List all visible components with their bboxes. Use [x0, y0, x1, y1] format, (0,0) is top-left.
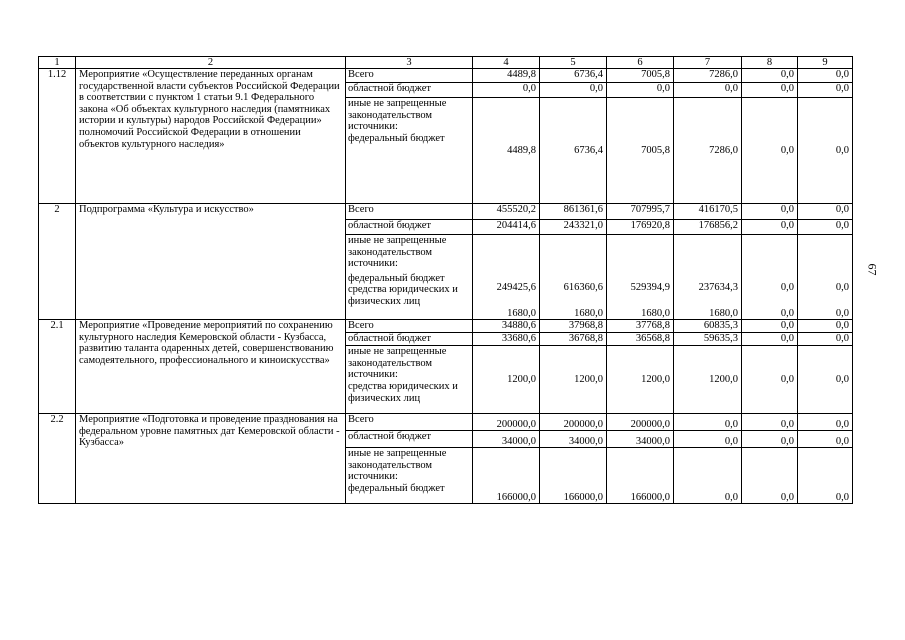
value-cell: 6736,4: [540, 98, 607, 204]
row-number: 2: [39, 204, 76, 320]
value-legal: 1680,0: [507, 307, 536, 319]
source-label: федеральный бюджет: [348, 272, 445, 284]
table-row: [39, 320, 853, 333]
value-cell: 0,0: [798, 204, 853, 220]
header-cell: 7: [674, 57, 742, 69]
source-label: средства юридических и физических лиц: [348, 284, 458, 307]
value-cell: 0,0: [674, 414, 742, 431]
header-cell: 1: [39, 57, 76, 69]
value-cell: 200000,0: [540, 414, 607, 431]
value-legal: 0,0: [780, 307, 794, 319]
budget-table: [38, 56, 853, 504]
value-cell: 707995,7: [607, 204, 674, 220]
value-cell: 1200,0: [674, 346, 742, 414]
row-number: 2.2: [39, 414, 76, 504]
row-title: Мероприятие «Подготовка и проведение празднования на федеральном уровне памятных дат Кемеровской области - Кузбасса»: [76, 414, 346, 504]
value-cell: 7286,0: [674, 69, 742, 83]
row-title: Мероприятие «Осуществление переданных органам государственной власти субъектов Российской Федерации в соответствии с пунктом 1 статьи 9.1 Федерального закона «Об объектах культурного наследия (памятниках истории и культуры) народов Российской Федерации» полномочий Российской Федерации в отношении объектов культурного наследия»: [76, 69, 346, 204]
value-cell: 37968,8: [540, 320, 607, 333]
value-cell: [607, 235, 674, 320]
value-cell: 861361,6: [540, 204, 607, 220]
table-row: [39, 414, 853, 431]
value-cell: 0,0: [742, 204, 798, 220]
source-label: Всего: [346, 414, 473, 431]
source-cell: [346, 98, 473, 204]
value-cell: 0,0: [798, 431, 853, 448]
value-legal: 0,0: [835, 307, 849, 319]
value-cell: 34000,0: [540, 431, 607, 448]
value-federal: 529394,9: [630, 282, 670, 293]
value-cell: 34880,6: [473, 320, 540, 333]
value-cell: 455520,2: [473, 204, 540, 220]
row-number: 1.12: [39, 69, 76, 204]
source-label: федеральный бюджет: [348, 482, 445, 494]
value-cell: [473, 235, 540, 320]
row-title: Мероприятие «Проведение мероприятий по сохранению культурного наследия Кемеровской области - Кузбасса, развитию таланта одаренных детей, совершенствованию самодеятельного, профессионального и киноискусства»: [76, 320, 346, 414]
value-cell: 0,0: [473, 83, 540, 98]
source-label: Всего: [346, 69, 473, 83]
value-cell: 0,0: [674, 448, 742, 504]
value-cell: 416170,5: [674, 204, 742, 220]
row-title: Подпрограмма «Культура и искусство»: [76, 204, 346, 320]
value-cell: 0,0: [742, 431, 798, 448]
value-cell: 0,0: [742, 220, 798, 235]
value-federal: 0,0: [780, 282, 794, 293]
value-cell: 36768,8: [540, 333, 607, 346]
source-cell: [346, 346, 473, 414]
source-cell: [346, 448, 473, 504]
value-cell: 0,0: [742, 98, 798, 204]
source-label: иные не запрещенные законодательством источники:: [348, 448, 447, 483]
value-federal: 616360,6: [563, 282, 603, 293]
value-cell: 0,0: [742, 414, 798, 431]
value-cell: 0,0: [798, 346, 853, 414]
source-label: иные не запрещенные законодательством источники:: [348, 346, 447, 381]
value-cell: 0,0: [798, 220, 853, 235]
header-cell: 3: [346, 57, 473, 69]
value-cell: 34000,0: [607, 431, 674, 448]
source-cell: [346, 235, 473, 320]
value-cell: 204414,6: [473, 220, 540, 235]
value-cell: 0,0: [798, 333, 853, 346]
header-cell: 2: [76, 57, 346, 69]
source-label: средства юридических и физических лиц: [348, 380, 458, 404]
source-label: Всего: [346, 204, 473, 220]
value-cell: 1200,0: [607, 346, 674, 414]
value-cell: 0,0: [742, 448, 798, 504]
value-cell: 176920,8: [607, 220, 674, 235]
header-cell: 6: [607, 57, 674, 69]
header-cell: 4: [473, 57, 540, 69]
source-label: иные не запрещенные законодательством источники:: [348, 235, 447, 270]
value-legal: 1680,0: [709, 307, 738, 319]
source-label: областной бюджет: [346, 333, 473, 346]
value-cell: 0,0: [674, 431, 742, 448]
value-cell: 0,0: [798, 69, 853, 83]
value-cell: 0,0: [798, 98, 853, 204]
value-cell: [742, 235, 798, 320]
source-label: иные не запрещенные законодательством источники:: [348, 98, 447, 133]
value-cell: 166000,0: [540, 448, 607, 504]
value-cell: 243321,0: [540, 220, 607, 235]
value-cell: 4489,8: [473, 98, 540, 204]
value-cell: 200000,0: [607, 414, 674, 431]
value-federal: 249425,6: [496, 282, 536, 293]
value-cell: 37768,8: [607, 320, 674, 333]
value-cell: 0,0: [607, 83, 674, 98]
table-row: [39, 204, 853, 220]
value-cell: 34000,0: [473, 431, 540, 448]
value-cell: 6736,4: [540, 69, 607, 83]
value-cell: 0,0: [798, 320, 853, 333]
table-row: [39, 69, 853, 83]
row-number: 2.1: [39, 320, 76, 414]
value-cell: 0,0: [540, 83, 607, 98]
value-cell: 166000,0: [607, 448, 674, 504]
value-cell: 166000,0: [473, 448, 540, 504]
value-cell: 36568,8: [607, 333, 674, 346]
value-cell: 0,0: [742, 69, 798, 83]
value-legal: 1680,0: [641, 307, 670, 319]
value-legal: 1680,0: [574, 307, 603, 319]
value-federal: 237634,3: [698, 282, 738, 293]
value-cell: 0,0: [798, 83, 853, 98]
value-cell: 0,0: [742, 333, 798, 346]
value-federal: 0,0: [835, 282, 849, 293]
value-cell: 0,0: [798, 414, 853, 431]
header-row: [39, 57, 853, 69]
value-cell: 0,0: [674, 83, 742, 98]
value-cell: [540, 235, 607, 320]
header-cell: 8: [742, 57, 798, 69]
value-cell: 60835,3: [674, 320, 742, 333]
value-cell: 0,0: [742, 83, 798, 98]
value-cell: 59635,3: [674, 333, 742, 346]
value-cell: 4489,8: [473, 69, 540, 83]
value-cell: 7286,0: [674, 98, 742, 204]
value-cell: 7005,8: [607, 98, 674, 204]
value-cell: 1200,0: [473, 346, 540, 414]
source-label: Всего: [346, 320, 473, 333]
value-cell: 200000,0: [473, 414, 540, 431]
value-cell: 1200,0: [540, 346, 607, 414]
source-label: федеральный бюджет: [348, 132, 445, 144]
header-cell: 9: [798, 57, 853, 69]
value-cell: 176856,2: [674, 220, 742, 235]
source-label: областной бюджет: [346, 220, 473, 235]
value-cell: 0,0: [742, 320, 798, 333]
source-label: областной бюджет: [346, 83, 473, 98]
value-cell: 7005,8: [607, 69, 674, 83]
value-cell: [798, 235, 853, 320]
source-label: областной бюджет: [346, 431, 473, 448]
value-cell: 0,0: [742, 346, 798, 414]
header-cell: 5: [540, 57, 607, 69]
value-cell: 0,0: [798, 448, 853, 504]
page-number: 67: [865, 263, 880, 276]
value-cell: 33680,6: [473, 333, 540, 346]
value-cell: [674, 235, 742, 320]
